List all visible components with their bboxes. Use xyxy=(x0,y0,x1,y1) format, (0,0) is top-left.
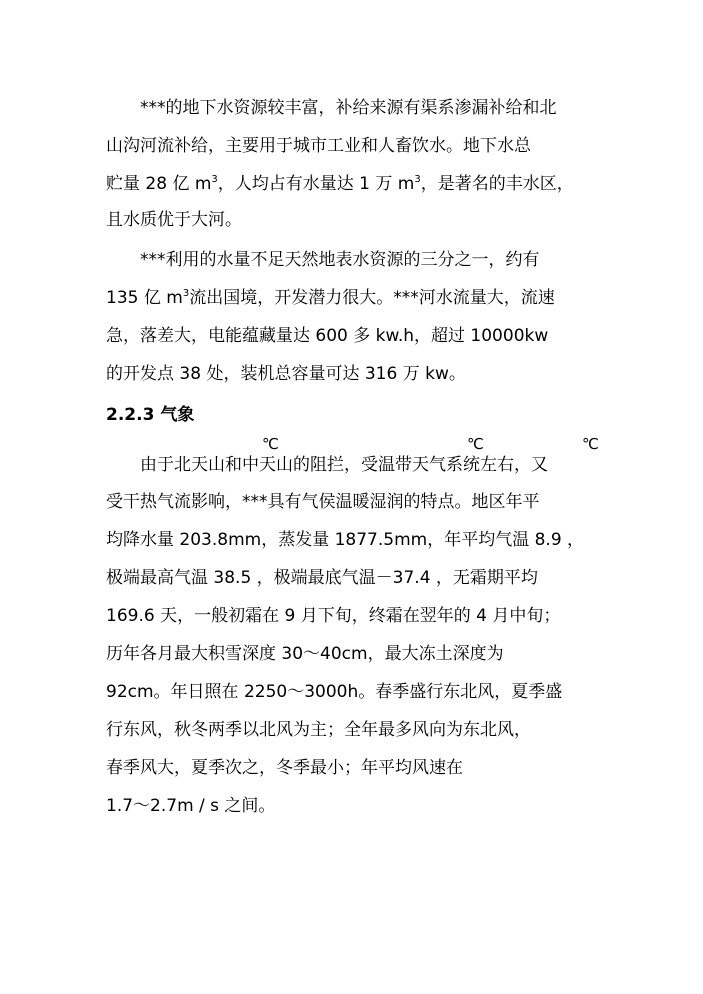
climate-line-4: 极端最高气温 38.5 ，极端最底气温－37.4 ，无霜期平均 xyxy=(106,568,538,588)
text-run: ，人均占有水量达 1 万 m xyxy=(217,174,415,194)
climate-line-2: 受干热气流影响，***具有气侯温暖湿润的特点。地区年平 xyxy=(106,492,540,512)
superscript: 3 xyxy=(211,174,218,185)
text-run: 流出国境，开发潜力很大。***河水流量大，流速 xyxy=(189,288,555,308)
paragraph-2-line-1: ***利用的水量不足天然地表水资源的三分之一，约有 xyxy=(140,250,540,270)
paragraph-1-line-2: 山沟河流补给，主要用于城市工业和人畜饮水。地下水总 xyxy=(106,136,531,156)
climate-line-1: 由于北天山和中天山的阻拦，受温带天气系统左右，又 xyxy=(140,455,548,475)
climate-line-5: 169.6 天，一般初霜在 9 月下旬，终霜在翌年的 4 月中旬； xyxy=(106,606,561,626)
text-run: ，是著名的丰水区， xyxy=(420,174,574,194)
paragraph-2-line-4: 的开发点 38 处，装机总容量可达 316 万 kw。 xyxy=(106,364,466,384)
section-heading: 2.2.3 气象 xyxy=(106,405,195,425)
paragraph-2-line-3: 急，落差大，电能蕴藏量达 600 多 kw.h，超过 10000kw xyxy=(106,326,549,346)
paragraph-2-line-2 xyxy=(106,288,555,308)
climate-line-8: 行东风，秋冬两季以北风为主；全年最多风向为东北风， xyxy=(106,720,531,740)
climate-line-6: 历年各月最大积雪深度 30～40cm，最大冻土深度为 xyxy=(106,644,504,664)
superscript: 3 xyxy=(414,174,421,185)
climate-line-10: 1.7～2.7m / s 之间。 xyxy=(106,796,276,816)
paragraph-1-line-4: 且水质优于大河。 xyxy=(106,210,242,230)
climate-line-9: 春季风大，夏季次之，冬季最小；年平均风速在 xyxy=(106,758,463,778)
degree-symbol: ℃ xyxy=(262,435,279,453)
climate-line-7: 92cm。年日照在 2250～3000h。春季盛行东北风，夏季盛 xyxy=(106,682,563,702)
superscript: 3 xyxy=(182,288,190,299)
degree-symbol: ℃ xyxy=(582,435,599,453)
paragraph-1-line-3 xyxy=(106,174,574,194)
climate-line-3: 均降水量 203.8mm，蒸发量 1877.5mm，年平均气温 8.9 ， xyxy=(106,530,585,550)
text-run: 贮量 28 亿 m xyxy=(106,174,212,194)
text-run: 135 亿 m xyxy=(106,288,183,308)
degree-symbol: ℃ xyxy=(467,435,484,453)
paragraph-1-line-1: ***的地下水资源较丰富，补给来源有渠系渗漏补给和北 xyxy=(140,98,557,118)
